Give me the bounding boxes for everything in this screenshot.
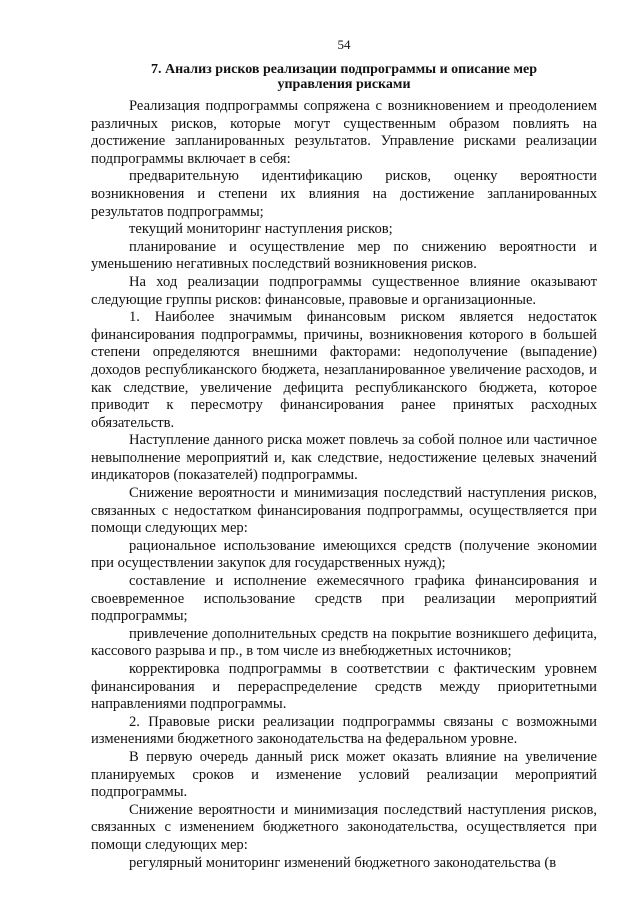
paragraph: Снижение вероятности и минимизация последствий наступления рисков, связанных с недостатком финансирования подпрограммы, осуществляется при помощи следующих мер:: [91, 485, 597, 537]
paragraph: В первую очередь данный риск может оказать влияние на увеличение планируемых сроков и изменение условий реализации мероприятий подпрограммы.: [91, 748, 597, 801]
paragraph: составление и исполнение ежемесячного графика финансирования и своевременное использование средств при реализации мероприятий подпрограммы;: [91, 573, 597, 625]
section-title: [91, 62, 597, 92]
paragraph: 1. Наиболее значимым финансовым риском является недостаток финансирования подпрограммы, причины, возникновения которого в большей степени определяются внешними факторами: недополучение (выпадение) доходов республиканского бюджета, незапланированное увеличение расходов, и как следствие, увеличение дефицита республиканского бюджета, которое приводит к пересмотру финансирования ранее принятых расходных обязательств.: [91, 309, 597, 431]
paragraph: Снижение вероятности и минимизация последствий наступления рисков, связанных с изменением бюджетного законодательства, осуществляется при помощи следующих мер:: [91, 801, 597, 853]
paragraph: рациональное использование имеющихся средств (получение экономии при осуществлении закупок для государственных нужд);: [91, 537, 597, 572]
paragraph: На ход реализации подпрограммы существенное влияние оказывают следующие группы рисков: финансовые, правовые и организационные.: [91, 273, 597, 308]
page-number: 54: [337, 37, 351, 52]
paragraph: предварительную идентификацию рисков, оценку вероятности возникновения и степени их влияния на достижение запланированных результатов подпрограммы;: [91, 168, 597, 220]
paragraph: Наступление данного риска может повлечь за собой полное или частичное невыполнение мероприятий и, как следствие, недостижение целевых значений индикаторов (показателей) подпрограммы.: [91, 432, 597, 484]
paragraph: привлечение дополнительных средств на покрытие возникшего дефицита, кассового разрыва и пр., в том числе из внебюджетных источников;: [91, 625, 597, 660]
paragraph: регулярный мониторинг изменений бюджетного законодательства (в: [129, 854, 557, 871]
section-title-line-2: управления рисками: [277, 77, 411, 92]
section-title-line-1: 7. Анализ рисков реализации подпрограммы и описание мер: [150, 62, 538, 77]
paragraph: планирование и осуществление мер по снижению вероятности и уменьшению негативных последствий возникновения рисков.: [91, 238, 597, 273]
paragraph: 2. Правовые риски реализации подпрограммы связаны с возможными изменениями бюджетного законодательства на федеральном уровне.: [91, 713, 597, 748]
paragraph: корректировка подпрограммы в соответствии с фактическим уровнем финансирования и перераспределение средств между приоритетными направлениями подпрограммы.: [91, 661, 597, 713]
paragraph: Реализация подпрограммы сопряжена с возникновением и преодолением различных рисков, которые могут существенным образом повлиять на достижение запланированных результатов. Управление рисками реализации подпрограммы включает в себя:: [91, 98, 597, 167]
body-text: [91, 98, 597, 872]
paragraph: текущий мониторинг наступления рисков;: [129, 221, 393, 238]
